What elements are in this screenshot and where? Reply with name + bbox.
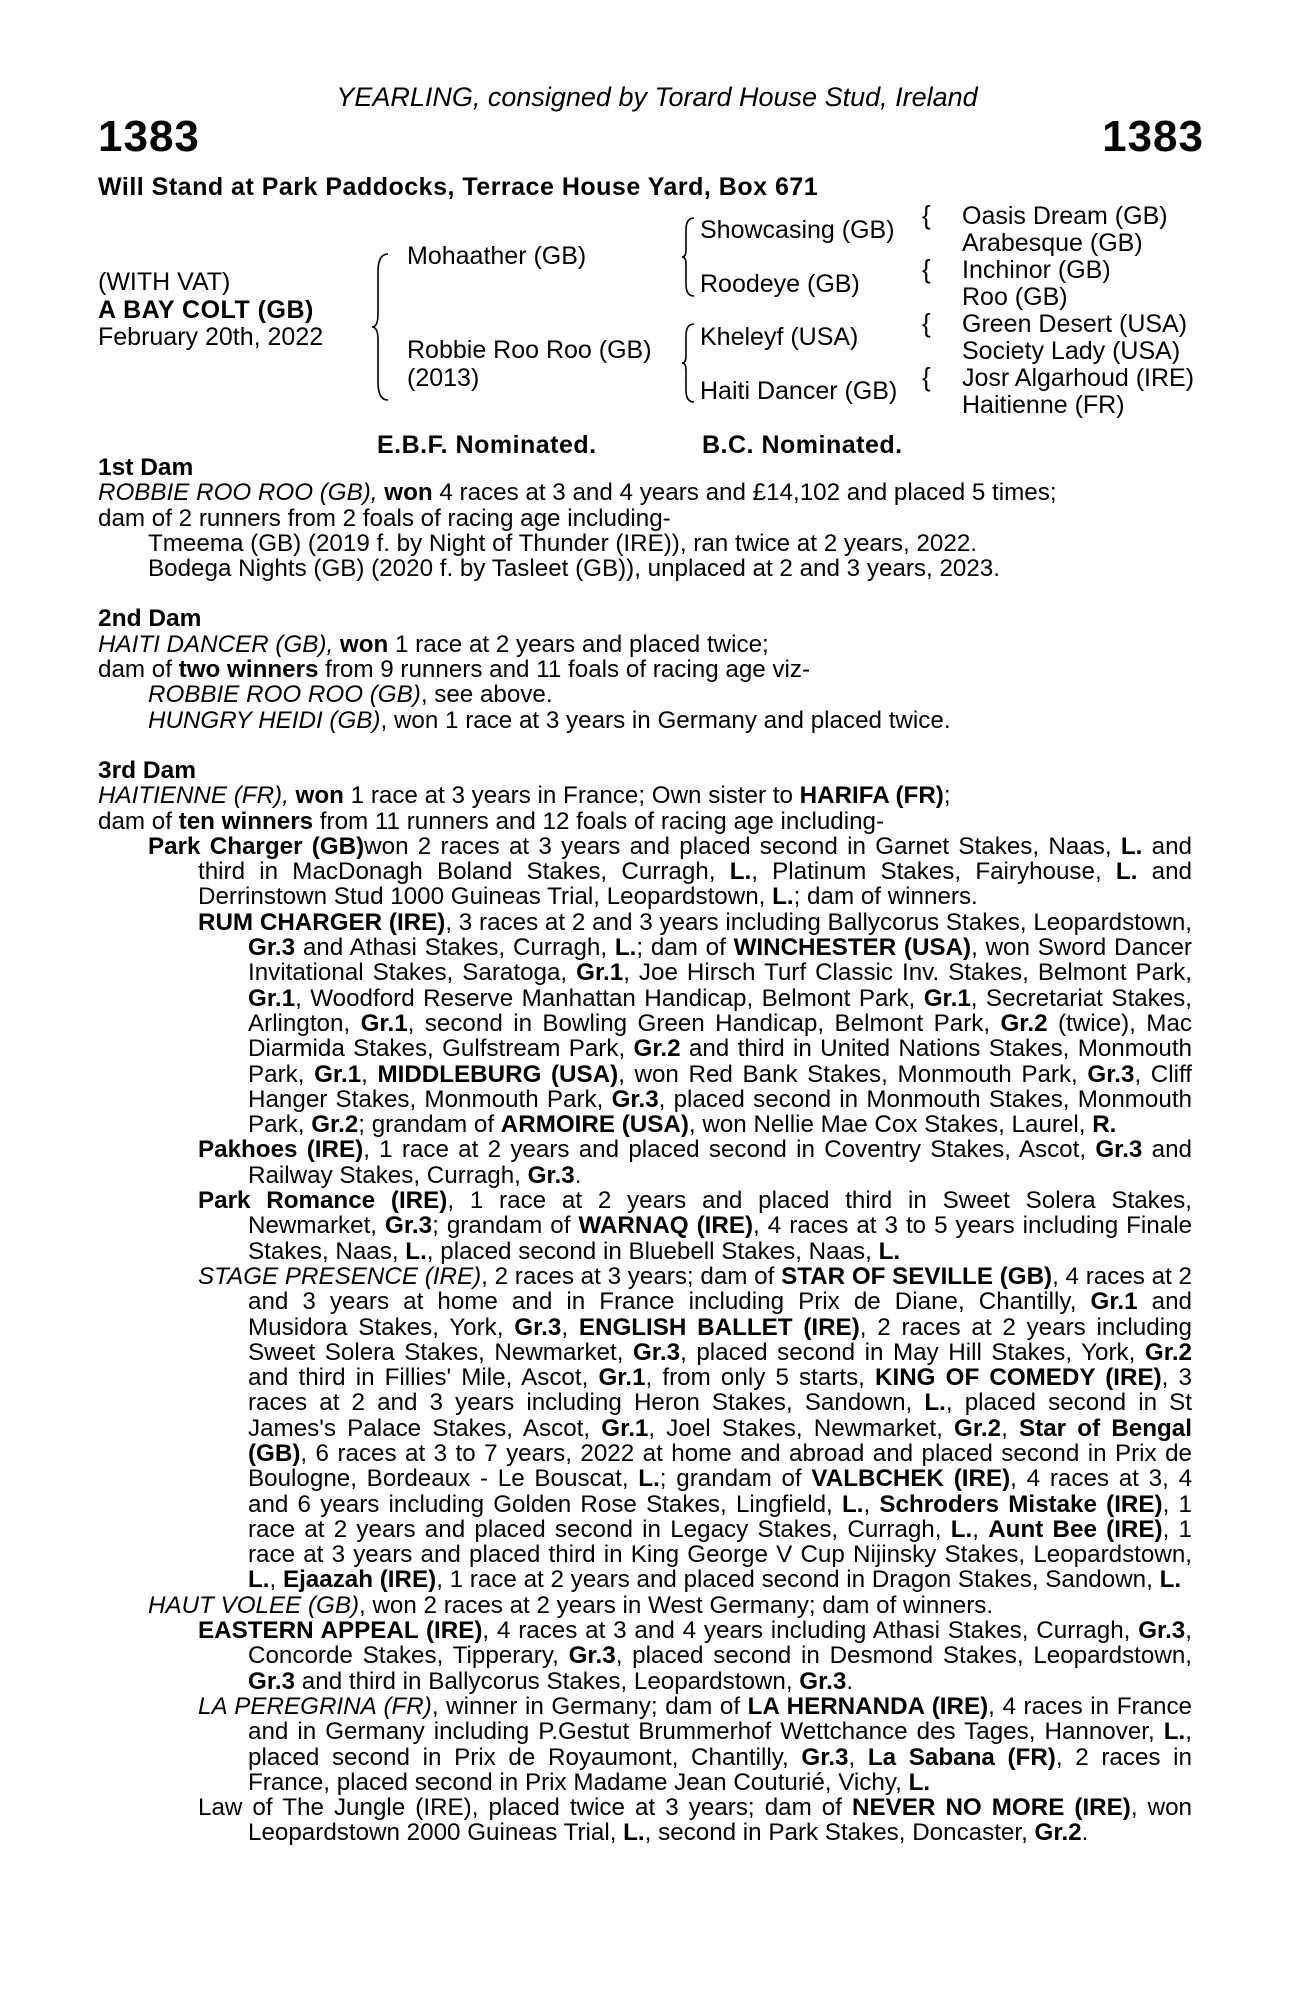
gen4-8: Haitienne (FR) (962, 391, 1125, 419)
produce-entry: Park Romance (IRE), 1 race at 2 years and placed third in Sweet Solera Stakes, Newmarket, Gr.3; grandam of WARNAQ (IRE), 4 races at 3 to 5 years including Finale Stakes, Naas, L., placed second in Bluebell Stakes, Naas, L. (198, 1187, 1193, 1265)
gen3-dam-sire: Kheleyf (USA) (700, 323, 859, 351)
lot-number-left: 1383 (98, 112, 200, 161)
sale-subtitle: YEARLING, consigned by Torard House Stud, Ireland (336, 82, 978, 112)
dam-name: Robbie Roo Roo (GB) (407, 336, 652, 364)
ebf-nomination: E.B.F. Nominated. (377, 431, 597, 459)
produce-entry: Law of The Jungle (IRE), placed twice at 3 years; dam of NEVER NO MORE (IRE), won Leopardstown 2000 Guineas Trial, L., second in Park Stakes, Doncaster, Gr.2. (198, 1794, 1192, 1847)
produce-entry: Park Charger (GB)won 2 races at 3 years and placed second in Garnet Stakes, Naas, L. and third in MacDonagh Boland Stakes, Curragh, L., Platinum Stakes, Fairyhouse, L. and Derrinstown Stud 1000 Guineas Trial, Leopardstown, L.; dam of winners. (148, 832, 1192, 911)
gen4-1: Oasis Dream (GB) (962, 202, 1168, 230)
produce-entry: Pakhoes (IRE), 1 race at 2 years and placed second in Coventry Stakes, Ascot, Gr.3 and Railway Stakes, Curragh, Gr.3. (198, 1136, 1193, 1189)
foaling-date: February 20th, 2022 (98, 323, 324, 351)
dam-year: (2013) (407, 364, 480, 392)
gen4-2: Arabesque (GB) (962, 229, 1143, 257)
sire-dam-brace (370, 252, 392, 402)
second-dam-summary: HAITI DANCER (GB), won 1 race at 2 years and placed twice; (98, 630, 769, 658)
gen3-sire-dam: Roodeye (GB) (700, 270, 860, 298)
first-dam-produce: dam of 2 runners from 2 foals of racing age including- (98, 504, 671, 532)
dam-line (98, 455, 1192, 1846)
sire-name: Mohaather (GB) (407, 242, 587, 270)
produce-entry: HAUT VOLEE (GB), won 2 races at 2 years in West Germany; dam of winners. (148, 1591, 994, 1619)
brace-gen4-3: { (922, 308, 931, 338)
stand-location: Will Stand at Park Paddocks, Terrace House Yard, Box 671 (98, 173, 819, 201)
lot-number-right: 1383 (1102, 112, 1204, 161)
brace-gen4-2: { (922, 254, 931, 284)
gen4-5: Green Desert (USA) (962, 310, 1188, 338)
produce-item: Tmeema (GB) (2019 f. by Night of Thunder (IRE)), ran twice at 2 years, 2022. (148, 529, 977, 557)
third-dam-produce: dam of ten winners from 11 runners and 12 foals of racing age including- (98, 807, 885, 835)
dam-parents-brace (680, 322, 696, 404)
second-dam-heading: 2nd Dam (98, 605, 202, 633)
brace-gen4-1: { (922, 200, 931, 230)
second-dam-produce: dam of two winners from 9 runners and 11 foals of racing age viz- (98, 656, 811, 684)
produce-item: Bodega Nights (GB) (2020 f. by Tasleet (GB)), unplaced at 2 and 3 years, 2023. (148, 555, 1000, 583)
vat-note: (WITH VAT) (98, 268, 231, 296)
horse-name: A BAY COLT (GB) (98, 296, 314, 324)
produce-entry: LA PEREGRINA (FR), winner in Germany; dam of LA HERNANDA (IRE), 4 races in France and in Germany including P.Gestut Brummerhof Wettchance des Tages, Hannover, L., placed second in Prix de Royaumont, Chantilly, Gr.3, La Sabana (FR), 2 races in France, placed second in Prix Madame Jean Couturié, Vichy, L. (198, 1692, 1192, 1796)
third-dam-summary: HAITIENNE (FR), won 1 race at 3 years in France; Own sister to HARIFA (FR); (98, 782, 951, 810)
gen3-dam-dam: Haiti Dancer (GB) (700, 377, 898, 405)
gen3-sire-sire: Showcasing (GB) (700, 216, 895, 244)
bc-nomination: B.C. Nominated. (702, 431, 903, 459)
produce-entry: STAGE PRESENCE (IRE), 2 races at 3 years; dam of STAR OF SEVILLE (GB), 4 races at 2 and 3 years at home and in France including Prix de Diane, Chantilly, Gr.1 and Musidora Stakes, York, Gr.3, ENGLISH BALLET (IRE), 2 races at 2 years including Sweet Solera Stakes, Newmarket, Gr.3, placed second in May Hill Stakes, York, Gr.2 and third in Fillies' Mile, Ascot, Gr.1, from only 5 starts, KING OF COMEDY (IRE), 3 races at 2 and 3 years including Heron Stakes, Sandown, L., placed second in St James's Palace Stakes, Ascot, Gr.1, Joel Stakes, Newmarket, Gr.2, Star of Bengal (GB), 6 races at 3 to 7 years, 2022 at home and abroad and placed second in Prix de Boulogne, Bordeaux - Le Bouscat, L.; grandam of VALBCHEK (IRE), 4 races at 3, 4 and 6 years including Golden Rose Stakes, Lingfield, L., Schroders Mistake (IRE), 1 race at 2 years and placed second in Legacy Stakes, Curragh, L., Aunt Bee (IRE), 1 race at 3 years and placed third in King George V Cup Nijinsky Stakes, Leopardstown, L., Ejaazah (IRE), 1 race at 2 years and placed second in Dragon Stakes, Sandown, L. (198, 1262, 1193, 1594)
gen4-3: Inchinor (GB) (962, 256, 1111, 284)
gen4-6: Society Lady (USA) (962, 337, 1181, 365)
first-dam-summary: ROBBIE ROO ROO (GB), won 4 races at 3 and 4 years and £14,102 and placed 5 times; (98, 479, 1057, 507)
produce-item: ROBBIE ROO ROO (GB), see above. (148, 681, 553, 709)
first-dam-heading: 1st Dam (98, 454, 194, 481)
brace-gen4-4: { (922, 362, 931, 392)
produce-item: HUNGRY HEIDI (GB), won 1 race at 3 years in Germany and placed twice. (148, 706, 951, 734)
produce-entry: RUM CHARGER (IRE), 3 races at 2 and 3 years including Ballycorus Stakes, Leopardstown, Gr.3 and Athasi Stakes, Curragh, L.; dam of WINCHESTER (USA), won Sword Dancer Invitational Stakes, Saratoga, Gr.1, Joe Hirsch Turf Classic Inv. Stakes, Belmont Park, Gr.1, Woodford Reserve Manhattan Handicap, Belmont Park, Gr.1, Secretariat Stakes, Arlington, Gr.1, second in Bowling Green Handicap, Belmont Park, Gr.2 (twice), Mac Diarmida Stakes, Gulfstream Park, Gr.2 and third in United Nations Stakes, Monmouth Park, Gr.1, MIDDLEBURG (USA), won Red Bank Stakes, Monmouth Park, Gr.3, Cliff Hanger Stakes, Monmouth Park, Gr.3, placed second in Monmouth Stakes, Monmouth Park, Gr.2; grandam of ARMOIRE (USA), won Nellie Mae Cox Stakes, Laurel, R. (198, 908, 1193, 1139)
sire-parents-brace (680, 216, 696, 298)
gen4-4: Roo (GB) (962, 283, 1068, 311)
gen4-7: Josr Algarhoud (IRE) (962, 364, 1195, 392)
third-dam-produce-list (98, 834, 1192, 1846)
third-dam-heading: 3rd Dam (98, 756, 197, 784)
produce-entry: EASTERN APPEAL (IRE), 4 races at 3 and 4 years including Athasi Stakes, Curragh, Gr.3, Concorde Stakes, Tipperary, Gr.3, placed second in Desmond Stakes, Leopardstown, Gr.3 and third in Ballycorus Stakes, Leopardstown, Gr.3. (198, 1617, 1192, 1695)
